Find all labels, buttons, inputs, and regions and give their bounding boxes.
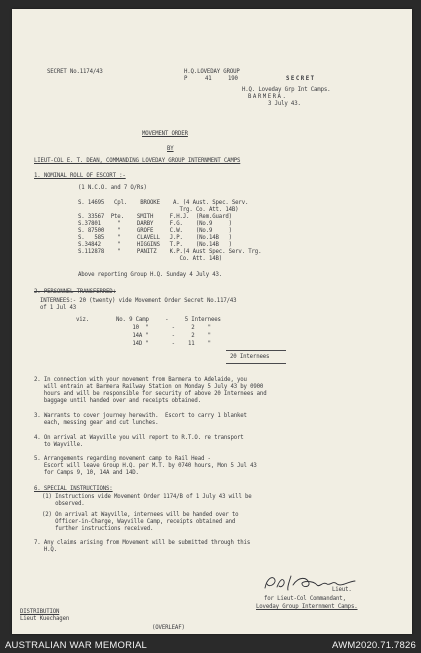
- roll-row: Trg. Co. Att. 14B): [78, 207, 239, 213]
- archive-id: AWM2020.71.7826: [332, 640, 416, 651]
- document-date: 3 July 43.: [268, 101, 301, 107]
- signatory-for: for Lieut-Col Commandant,: [264, 596, 346, 602]
- camp-row: No. 9 Camp - 5 Internees: [116, 317, 221, 323]
- issuing-hq: H.Q.LOVEDAY GROUP: [184, 69, 240, 75]
- archive-credit: AUSTRALIAN WAR MEMORIAL: [5, 640, 148, 651]
- paragraph-3: 3. Warrants to cover journey herewith. Escort to carry 1 blanket each, messing gear and cut lunches.: [34, 413, 247, 426]
- title-movement-order: MOVEMENT ORDER: [142, 131, 188, 137]
- p-label: P: [184, 76, 188, 82]
- roll-row: S. 87500 " GROFE C.W. (No.9 ): [78, 228, 232, 234]
- camp-row: 14D " - 11 ": [116, 341, 211, 347]
- address-line-1: H.Q. Loveday Grp Int Camps.: [242, 87, 331, 93]
- roll-heading: 1. NOMINAL ROLL OF ESCORT :-: [34, 173, 126, 179]
- p-number: 41: [205, 76, 212, 82]
- struck-out-heading: 2. PERSONNEL TRANSFERRED:: [34, 289, 116, 295]
- internees-total: 20 Internees: [230, 354, 270, 360]
- distribution-heading: DISTRIBUTION: [20, 609, 60, 615]
- classification-stamp: SECRET: [286, 76, 316, 82]
- camp-row: 14A " - 2 ": [116, 333, 211, 339]
- address-line-2: BARMERA.: [248, 94, 288, 100]
- roll-row: S.37801 " DARBY F.G. (No.9 ): [78, 221, 232, 227]
- total-rule: [226, 350, 286, 351]
- paragraph-7: 7. Any claims arising from Movement will be submitted through this H.Q.: [34, 540, 251, 553]
- paragraph-5: 5. Arrangements regarding movement camp to Rail Head - Escort will leave Group H.Q. per M.T. by 0740 hours, Mon 5 Jul 43 for Camps 9, 10, 14A and 14D.: [34, 456, 257, 476]
- internees-line-1: INTERNEES:- 20 (twenty) vide Movement Order Secret No.117/43: [40, 298, 237, 304]
- signatory-rank: Lieut.: [332, 587, 352, 593]
- viz-label: viz.: [76, 317, 90, 323]
- overleaf-note: (OVERLEAF): [152, 625, 185, 631]
- roll-row: S.34842 " HIGGINS T.P. (No.14B ): [78, 242, 232, 248]
- special-item-1: (1) Instructions vide Movement Order 1174/B of 1 July 43 will be observed.: [42, 494, 252, 507]
- roll-subheading: (1 N.C.O. and 7 O/Rs): [78, 185, 147, 191]
- special-heading: 6. SPECIAL INSTRUCTIONS:: [34, 486, 113, 492]
- document-page: [12, 9, 412, 634]
- title-issuer: LIEUT-COL E. T. DEAN, COMMANDING LOVEDAY GROUP INTERNMENT CAMPS: [34, 158, 241, 164]
- title-by: BY: [167, 146, 174, 152]
- distribution-entry: Lieut Kuechagen: [20, 616, 70, 622]
- paragraph-4: 4. On arrival at Wayville you will report to R.T.O. re transport to Wayville.: [34, 435, 244, 448]
- roll-row: S. 585 " CLAVELL J.P. (No.14B ): [78, 235, 232, 241]
- roll-row: S.112878 " PANITZ K.P.(4 Aust Spec. Serv. Trg.: [78, 249, 262, 255]
- total-rule: [226, 363, 286, 364]
- p-code: 190: [228, 76, 238, 82]
- reference-number: SECRET No.1174/43: [47, 69, 103, 75]
- roll-row: Co. Att. 14B): [78, 256, 223, 262]
- internees-line-2: of 1 Jul 43: [40, 305, 77, 311]
- special-item-2: (2) On arrival at Wayville, internees will be handed over to Officer-in-Charge, Wayville Camp, receipts obtained and further instructions received.: [42, 512, 239, 532]
- paragraph-2: 2. In connection with your movement from Barmera to Adelaide, you will entrain at Barmera Railway Station on Monday 5 July 43 by 0900 hours and will be responsible for security of above 20 Internees and baggage until handed over and receipts obtained.: [34, 377, 267, 404]
- signatory-unit: Loveday Group Internment Camps.: [256, 604, 358, 610]
- roll-row: S. 14695 Cpl. BROOKE A. (4 Aust. Spec. Serv.: [78, 200, 249, 206]
- camp-row: 10 " - 2 ": [116, 325, 211, 331]
- roll-row: S. 33567 Pte. SMITH F.H.J. (Rem.Guard): [78, 214, 232, 220]
- reporting-note: Above reporting Group H.Q. Sunday 4 July 43.: [78, 272, 223, 278]
